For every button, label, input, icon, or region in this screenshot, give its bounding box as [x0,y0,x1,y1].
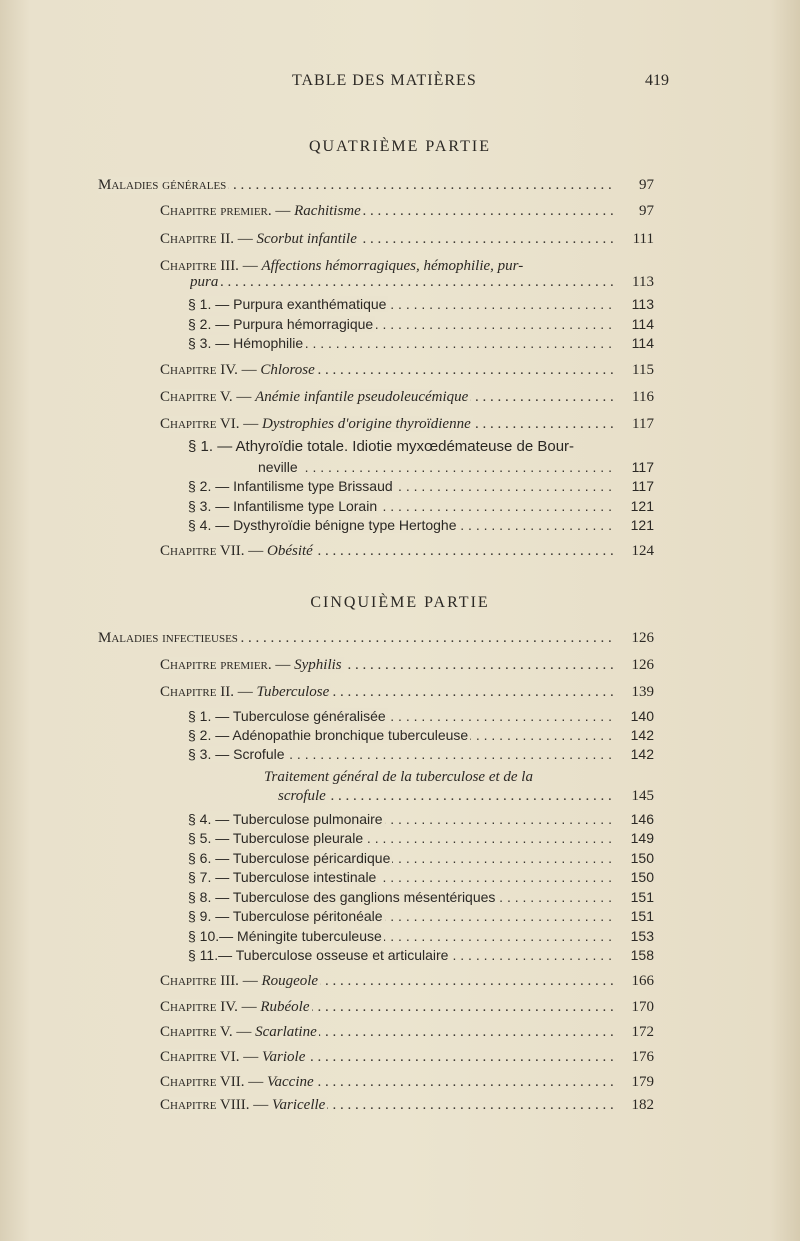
chapter-title: Obésité [267,543,313,559]
chapter-title: Tuberculose [256,684,330,700]
subsection-title: Tuberculose généralisée [232,708,386,724]
toc-page: 140 [630,708,654,724]
subsection-title: Tuberculose intestinale [232,869,377,885]
chapter-label: Chapitre VII. [160,1074,245,1090]
section-title: Maladies infectieuses [98,630,238,646]
toc-entry: . . . Chapitre II. — Tuberculose 139 [160,681,654,703]
chapter-label: Chapitre VII. [160,543,245,559]
toc-page: 114 [631,316,654,332]
subsection-title: Tuberculose péritonéale [232,908,383,924]
chapter-label: Chapitre VI. [160,416,240,432]
toc-page: 170 [631,999,654,1015]
toc-entry: . . . Chapitre VI. — Variole 176 [160,1046,654,1068]
chapter-label: Chapitre premier. [160,657,272,673]
chapter-label: Chapitre IV. [160,362,238,378]
subsection-title: Tuberculose pleurale [232,830,364,846]
subsection-title: Purpura exanthématique [233,296,387,312]
chapter-title: Affections hémorragiques, hémophilie, pur- [261,258,524,274]
part-heading: QUATRIÈME PARTIE [308,138,491,155]
toc-page: 97 [639,177,654,193]
toc-entry [98,627,654,649]
toc-subentry: . . . § 5. — Tuberculose pleurale 149 [188,827,654,849]
toc-entry: . . . Chapitre IV. — Chlorose 115 [160,359,654,381]
chapter-label: Chapitre II. [160,231,234,247]
toc-subentry: . . . § 7. — Tuberculose intestinale 150 [188,866,654,888]
chapter-title: Scorbut infantile [256,231,357,247]
toc-page: 121 [630,498,654,514]
toc-subentry-line1: § 1. — Athyroïdie totale. Idiotie myxœdémateuse de Bour- [188,438,575,455]
chapter-label: Chapitre V. [160,389,233,405]
toc-page: 113 [631,296,654,312]
toc-entry: . . . Chapitre VII. — Obésité 124 [160,540,654,562]
chapter-title: Variole [262,1049,306,1065]
subsection-title: Méningite tuberculeuse [237,928,382,944]
subsection-title: Tuberculose péricardique [232,850,391,866]
toc-page: 151 [630,908,654,924]
chapter-label: Chapitre VI. [160,1049,240,1065]
chapter-title: Rubéole [260,999,310,1015]
toc-page: 150 [630,850,654,866]
toc-page: 179 [631,1074,654,1090]
chapter-label: Chapitre premier. [160,203,272,219]
toc-entry [190,271,654,293]
subsection-title: Tuberculose osseuse et articulaire [235,947,449,963]
page-number: 419 [645,72,669,89]
toc-page: 117 [631,459,654,475]
toc-subentry: . . . § 11.— Tuberculose osseuse et articulaire 158 [188,944,654,966]
subsection-title: Tuberculose des ganglions mésentériques [232,889,496,905]
subsection-title: Hémophilie [233,335,304,351]
toc-entry-line1: Chapitre III. — Affections hémorragiques, hémophilie, pur- [160,258,524,274]
toc-subentry: . . . § 1. — Tuberculose généralisée 140 [188,705,654,727]
toc-entry: . . . Chapitre II. — Scorbut infantile 111 [160,228,654,250]
chapter-title: Rachitisme [294,203,361,219]
toc-subentry: . . . § 6. — Tuberculose péricardique 150 [188,847,654,869]
toc-subentry: . . . § 9. — Tuberculose péritonéale 151 [188,905,654,927]
toc-page: 149 [630,830,654,846]
toc-page: 158 [630,947,654,963]
toc-page: 153 [630,928,654,944]
subsection-title: Infantilisme type Brissaud [233,478,393,494]
chapter-label: Chapitre VIII. [160,1097,250,1113]
toc-page: 146 [630,811,654,827]
chapter-label: Chapitre III. [160,973,239,989]
toc-page: 142 [630,727,654,743]
toc-entry: . . . Chapitre premier. — Syphilis 126 [160,654,654,676]
subsection-title: Adénopathie bronchique tuberculeuse [232,727,469,743]
section-title: Maladies générales [98,177,227,193]
subsection-title: Scrofule [233,746,285,762]
toc-page: 97 [639,203,654,219]
toc-page: 116 [632,389,654,405]
toc-subentry: . . . § 10.— Méningite tuberculeuse 153 [188,925,654,947]
chapter-title-cont: pura [190,274,219,290]
toc-page: 142 [630,746,654,762]
toc-entry: . . . Chapitre V. — Anémie infantile pseudoleucémique 116 [160,386,654,408]
subsection-title: Athyroïdie totale. Idiotie myxœdémateuse de Bour- [235,438,575,455]
toc-subentry: . . . § 4. — Dysthyroïdie bénigne type Hertoghe 121 [188,514,654,536]
toc-page: 111 [632,231,654,247]
toc-entry: . . . Chapitre VI. — Dystrophies d'origine thyroïdienne 117 [160,413,654,435]
toc-entry: . . . Chapitre VII. — Vaccine 179 [160,1071,654,1093]
toc-page: 172 [631,1024,654,1040]
subsection-title: Dysthyroïdie bénigne type Hertoghe [233,517,457,533]
chapter-title: Vaccine [267,1074,314,1090]
chapter-label: Chapitre II. [160,684,234,700]
chapter-title: Varicelle [272,1097,326,1113]
toc-entry-line1: Traitement général de la tuberculose et de la [264,769,533,785]
entry-title-cont: scrofule [278,788,326,804]
toc-page: 124 [631,543,654,559]
toc-page: 150 [630,869,654,885]
subsection-title-cont: neville [258,459,298,475]
toc-page: 117 [631,478,654,494]
toc-subentry: . . . § 8. — Tuberculose des ganglions mésentériques 151 [188,886,654,908]
toc-page: 121 [630,517,654,533]
toc-page: 126 [631,630,654,646]
chapter-title: Anémie infantile pseudoleucémique [255,389,469,405]
toc-subentry: . . . § 3. — Scrofule 142 [188,743,654,765]
toc-subentry: . . . § 3. — Infantilisme type Lorain 121 [188,495,654,517]
toc-page: 176 [631,1049,654,1065]
toc-page: 113 [632,274,654,290]
toc-entry: . . . Chapitre V. — Scarlatine 172 [160,1021,654,1043]
toc-page: 151 [630,889,654,905]
toc-page: 182 [631,1097,654,1113]
chapter-label: Chapitre III. [160,258,239,274]
toc-entry: . . . Chapitre VIII. — Varicelle 182 [160,1094,654,1116]
toc-page: 139 [631,684,654,700]
chapter-title: Syphilis [294,657,342,673]
toc-subentry: . . . § 4. — Tuberculose pulmonaire 146 [188,808,654,830]
toc-entry: . . . Chapitre III. — Rougeole 166 [160,970,654,992]
running-header [0,72,800,94]
chapter-label: Chapitre V. [160,1024,233,1040]
subsection-title: Infantilisme type Lorain [233,498,378,514]
toc-subentry: . . . § 2. — Purpura hémorragique 114 [188,313,654,335]
toc-entry [98,174,654,196]
toc-page: 126 [631,657,654,673]
toc-subentry: . . . § 3. — Hémophilie 114 [188,332,654,354]
toc-page: 145 [631,788,654,804]
chapter-title: Scarlatine [255,1024,317,1040]
toc-entry: . . . Chapitre premier. — Rachitisme 97 [160,200,654,222]
toc-page: 114 [631,335,654,351]
subsection-title: Tuberculose pulmonaire [232,811,383,827]
chapter-title: Dystrophies d'origine thyroïdienne [262,416,471,432]
toc-subentry: . . . § 2. — Adénopathie bronchique tuberculeuse 142 [188,724,654,746]
running-title: TABLE DES MATIÈRES [292,72,477,89]
chapter-title: Rougeole [261,973,319,989]
toc-subentry: . . . § 1. — Purpura exanthématique 113 [188,293,654,315]
chapter-label: Chapitre IV. [160,999,238,1015]
toc-entry: . . . Chapitre IV. — Rubéole 170 [160,996,654,1018]
chapter-title: Chlorose [260,362,315,378]
part-heading: CINQUIÈME PARTIE [310,594,490,611]
toc-subentry: . . . § 2. — Infantilisme type Brissaud 117 [188,475,654,497]
toc-page: 166 [631,973,654,989]
toc-entry [278,785,654,807]
toc-page: 117 [632,416,654,432]
subsection-title: Purpura hémorragique [233,316,374,332]
toc-page: 115 [632,362,654,378]
